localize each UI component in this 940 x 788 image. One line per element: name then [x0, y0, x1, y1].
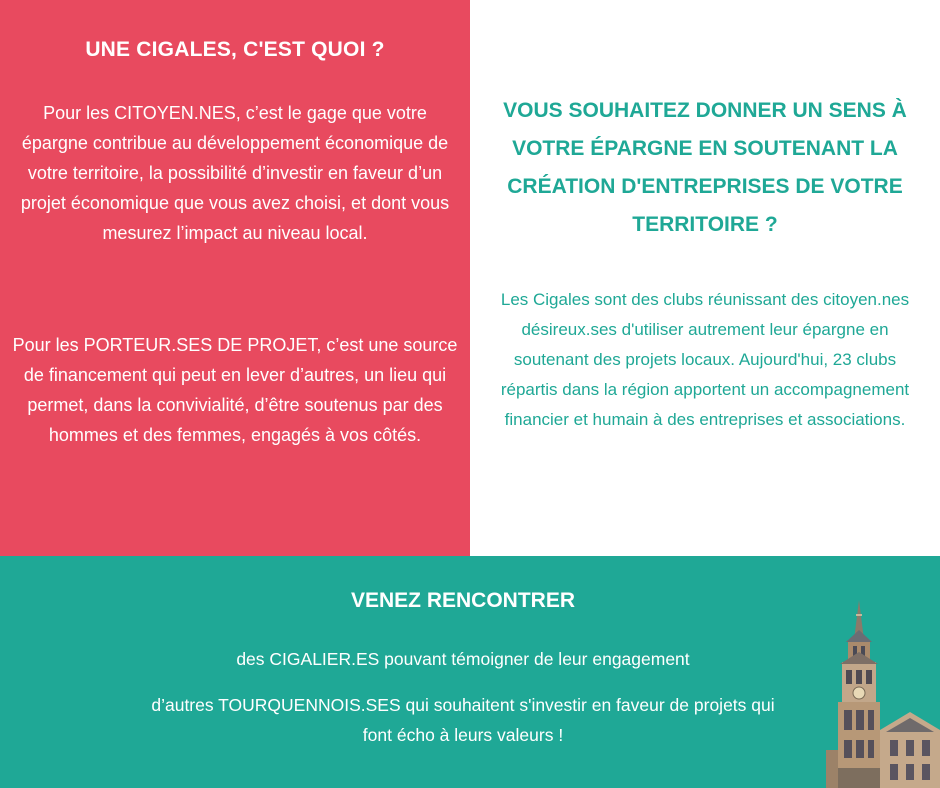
- right-panel: [470, 0, 940, 556]
- left-paragraph-project-holders: Pour les PORTEUR.SES DE PROJET, c’est une source de financement qui peut en lever d’autres, un lieu qui permet, dans la convivialité, d’être soutenus par des hommes et des femmes, engagés à vos côtés.: [12, 335, 458, 445]
- right-description: Les Cigales sont des clubs réunissant des citoyen.nes désireux.ses d'utiliser autrement leur épargne en soutenant des projets locaux. Aujourd'hui, 23 clubs répartis dans la région apportent un accompagnement financier et humain à des entreprises et associations.: [500, 290, 910, 429]
- bottom-line-tourquennois: d’autres TOURQUENNOIS.SES qui souhaitent s'investir en faveur de projets qui font écho à leurs valeurs !: [151, 695, 775, 745]
- bottom-title: VENEZ RENCONTRER: [350, 589, 576, 612]
- right-title: VOUS SOUHAITEZ DONNER UN SENS À VOTRE ÉPARGNE EN SOUTENANT LA CRÉATION D'ENTREPRISES DE VOTRE TERRITOIRE ?: [503, 99, 907, 236]
- left-paragraph-citizens: Pour les CITOYEN.NES, c’est le gage que votre épargne contribue au développement économique de votre territoire, la possibilité d’investir en faveur d’un projet économique que vous avez choisi, et dont vous mesurez l’impact au niveau local.: [20, 103, 450, 243]
- bottom-line-cigaliers: des CIGALIER.ES pouvant témoigner de leur engagement: [236, 649, 690, 669]
- left-panel: [0, 0, 470, 556]
- left-title: UNE CIGALES, C'EST QUOI ?: [85, 38, 385, 61]
- town-hall-tower-image: [826, 600, 940, 788]
- bottom-panel: [0, 556, 940, 788]
